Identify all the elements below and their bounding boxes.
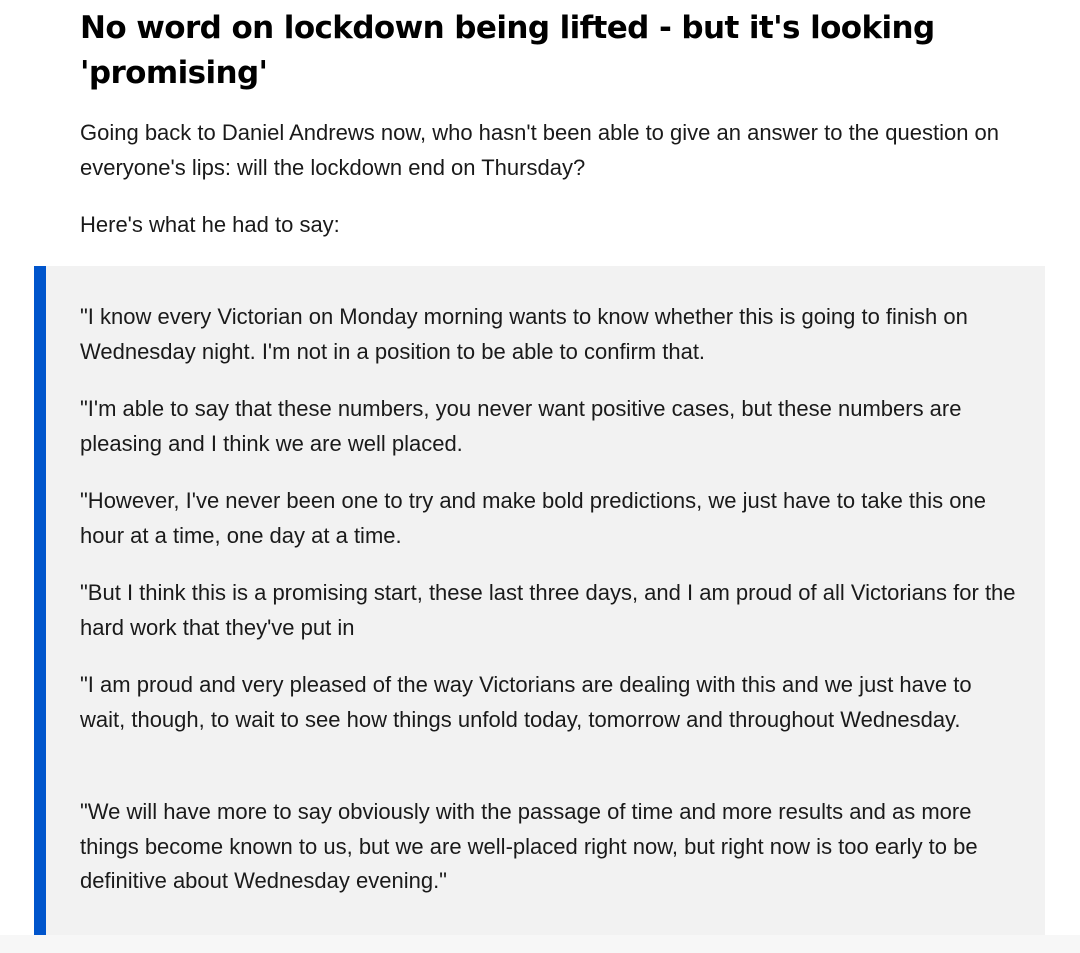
quote-paragraph: "However, I've never been one to try and make bold predictions, we just have to take this one hour at a time, one day at a time. <box>80 488 986 548</box>
article-headline: No word on lockdown being lifted - but it's looking 'promising' <box>80 10 935 91</box>
quote-paragraph: "I am proud and very pleased of the way Victorians are dealing with this and we just have to wait, though, to wait to see how things unfold today, tomorrow and throughout Wednesday. <box>80 672 972 732</box>
intro-paragraph: Going back to Daniel Andrews now, who hasn't been able to give an answer to the question on everyone's lips: will the lockdown end on Thursday? <box>80 120 1000 180</box>
quote-block <box>34 266 1045 935</box>
quote-paragraph: "We will have more to say obviously with the passage of time and more results and as more things become known to us, but we are well-placed right now, but right now is too early to be definitive about Wednesday evening." <box>80 799 978 893</box>
quote-paragraph: "I know every Victorian on Monday morning wants to know whether this is going to finish on Wednesday night. I'm not in a position to be able to confirm that. <box>80 304 968 364</box>
quote-paragraph: "I'm able to say that these numbers, you never want positive cases, but these numbers are pleasing and I think we are well placed. <box>80 396 962 456</box>
quote-paragraph: "But I think this is a promising start, these last three days, and I am proud of all Victorians for the hard work that they've put in <box>80 580 1016 640</box>
lead-paragraph: Here's what he had to say: <box>80 212 340 237</box>
bottom-band <box>0 935 1080 953</box>
